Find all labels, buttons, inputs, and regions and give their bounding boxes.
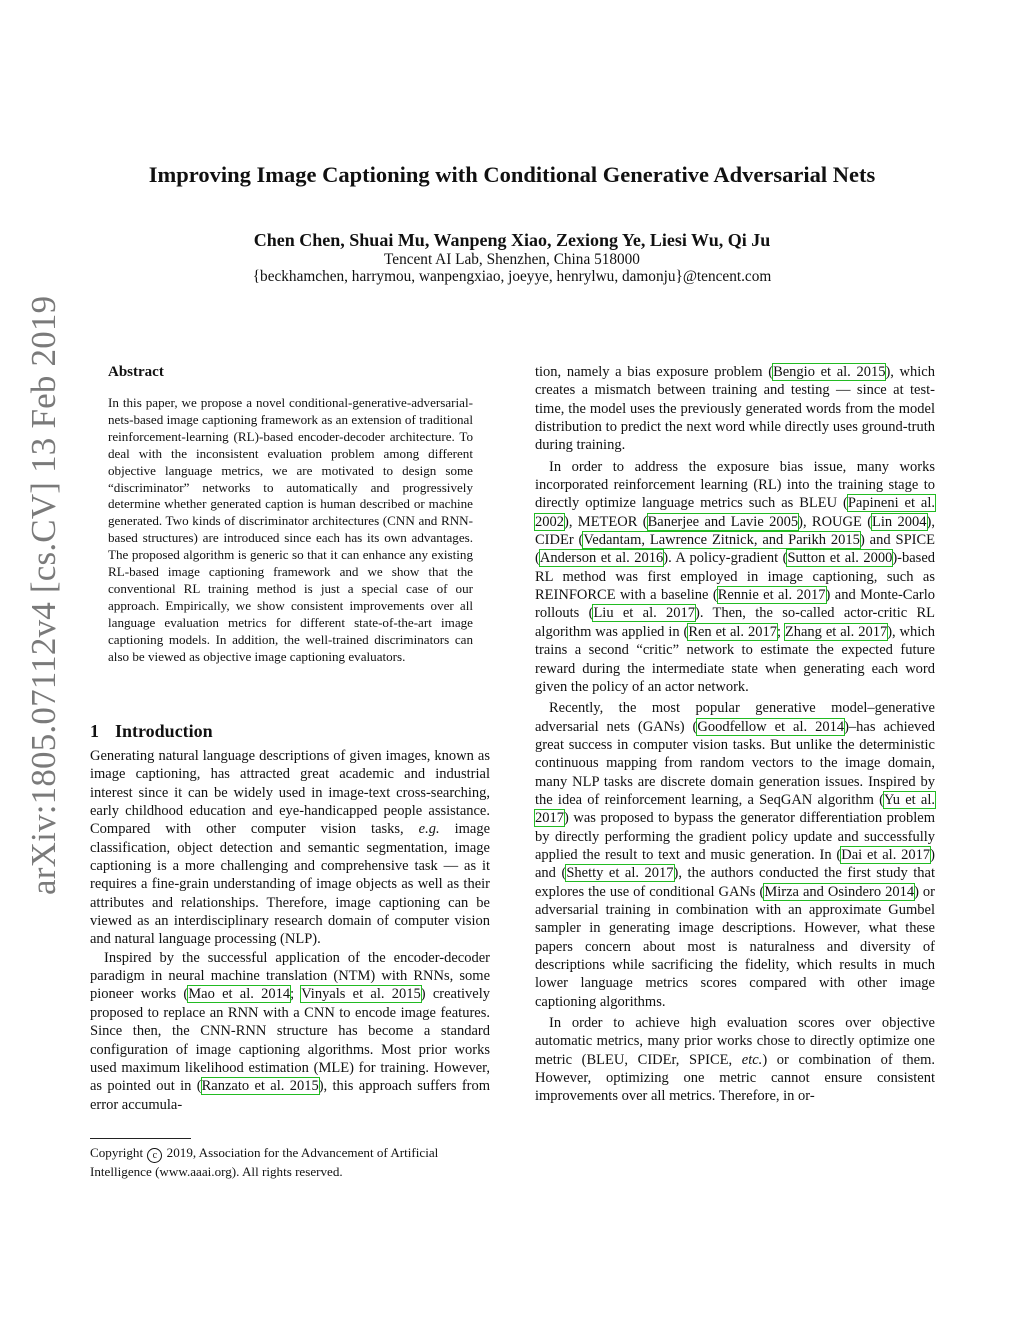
right-p2-text: ). A policy-gradient (: [663, 550, 788, 567]
citation-link[interactable]: Mao et al. 2014: [188, 986, 291, 1003]
right-p2-text: ), ROUGE (: [798, 513, 873, 530]
citation-link[interactable]: Sutton et al. 2000: [787, 550, 893, 567]
section-title: Introduction: [115, 721, 213, 741]
copyright-prefix: Copyright: [90, 1145, 144, 1160]
footnote-rule: [90, 1138, 191, 1139]
right-p3-text: ) or adversarial training in combination with an approximate Gumbel sampler in generating image descriptions. However, what these papers concern about most is naturalness and diversity of descriptions while sacrificing the fidelity, which results in much lower language metrics scores compared with other image captioning algorithms.: [535, 883, 935, 1010]
copyright-footnote: [90, 1144, 490, 1180]
right-p2-text: ) and Monte-Carlo rollouts (: [535, 587, 935, 622]
citation-link[interactable]: Vedantam, Lawrence Zitnick, and Parikh 2015: [583, 532, 860, 549]
right-p2-text: In order to address the exposure bias issue, many works incorporated reinforcement learning (RL) into the training stage to directly optimize language metrics such as BLEU (: [535, 458, 935, 512]
right-p4-text: In order to achieve high evaluation scores over objective automatic metrics, many prior works chose to directly optimize one metric (BLEU, CIDEr, SPICE,: [535, 1015, 935, 1068]
section-heading-introduction: [90, 718, 490, 744]
citation-link[interactable]: Zhang et al. 2017: [784, 623, 888, 640]
right-p3-text: ) was proposed to bypass the generator differentiation problem by directly performing the gradient policy update and successfully applied the result to text and music generation. In (: [535, 810, 935, 863]
right-paragraph-4: [535, 1014, 935, 1106]
right-paragraph-3: [535, 699, 935, 1011]
introduction-section: [90, 718, 490, 1114]
citation-link[interactable]: Anderson et al. 2016: [539, 550, 664, 567]
citation-link[interactable]: Lin 2004: [872, 513, 927, 530]
citation-separator: ;: [776, 623, 785, 640]
citation-link[interactable]: Dai et al. 2017: [841, 846, 931, 863]
intro-p1-text: Generating natural language descriptions of given images, known as image captioning, has attracted great academic and industrial interest since it can be widely used in image-text cross-searching, early childhood education and eye-handicapped people assistance. Compared with other computer vision tasks,: [90, 748, 490, 838]
right-p2-text: ), which trains a second “critic” network to estimate the expected future reward during the intermediate state when generating each word given the policy of an actor network.: [535, 623, 935, 695]
intro-paragraph-1: [90, 747, 490, 949]
citation-link[interactable]: Bengio et al. 2015: [773, 364, 886, 380]
right-paragraph-1: [535, 363, 935, 455]
right-p1-text-a: tion, namely a bias exposure problem (: [535, 364, 774, 380]
right-p3-text: Recently, the most popular generative model–generative adversarial nets (GANs) (: [535, 700, 935, 735]
abstract-text: In this paper, we propose a novel conditional-generative-adversarial-nets-based image captioning framework as an extension of traditional reinforcement-learning (RL)-based encoder-decoder architecture. To deal with the inconsistent evaluation problem among different objective language metrics, we are motivated to design some “discriminator” networks to automatically and progressively determine whether generated caption is human described or machine generated. Two kinds of discriminator architectures (CNN and RNN-based structures) are introduced since each has its own advantages. The proposed algorithm is generic so that it can enhance any existing RL-based image captioning framework and we show that the conventional RL training method is just a special case of our approach. Empirically, we show consistent improvements over all language evaluation metrics for different state-of-the-art image captioning models. In addition, the well-trained discriminators can also be viewed as objective image captioning evaluators.: [108, 395, 473, 664]
right-p2-text: ) and SPICE (: [535, 532, 935, 567]
citation-link[interactable]: Mirza and Osindero 2014: [764, 883, 915, 900]
right-paragraph-2: [535, 458, 935, 696]
citation-link[interactable]: Banerjee and Lavie 2005: [647, 513, 799, 530]
right-p1-text-b: ), which creates a mismatch between training and testing — since at test-time, the model uses the previously generated words from the model distribution to predict the next word while directly uses ground-truth during training.: [535, 364, 935, 454]
author-emails: {beckhamchen, harrymou, wanpengxiao, joeyye, henrylwu, damonju}@tencent.com: [252, 268, 772, 285]
citation-link[interactable]: Rennie et al. 2017: [717, 587, 826, 604]
citation-link[interactable]: Liu et al. 2017: [593, 605, 696, 622]
citation-separator: ;: [290, 986, 302, 1003]
intro-p1-eg: e.g.: [418, 821, 440, 838]
intro-p2-text-c: ), this approach suffers from error accumula-: [90, 1078, 491, 1113]
citation-link[interactable]: Vinyals et al. 2015: [301, 986, 421, 1003]
right-p3-text: ) and (: [535, 846, 935, 882]
right-p2-text: ). Then, the so-called actor-critic RL algorithm was applied in (: [535, 605, 935, 640]
intro-p1-text-b: image classification, object detection and semantic segmentation, image captioning is a more challenging and comprehensive task — as it requires a fine-grain understanding of image objects as well as their attributes and relationships. Therefore, image captioning can be viewed as an interdisciplinary research domain of computer vision and natural language processing (NLP).: [90, 821, 491, 948]
intro-p2-text-a: Inspired by the successful application of the encoder-decoder paradigm in neural machine translation (NTM) with RNNs, some pioneer works (: [90, 949, 490, 1003]
citation-link[interactable]: Goodfellow et al. 2014: [697, 718, 845, 735]
intro-paragraph-2: [90, 949, 490, 1114]
citation-link[interactable]: Ranzato et al. 2015: [201, 1078, 319, 1095]
right-p4-etc: etc.: [741, 1051, 763, 1068]
right-p3-text: ), the authors conducted the first study that explores the use of conditional GANs (: [535, 865, 935, 900]
copyright-icon: c: [147, 1148, 162, 1163]
citation-link[interactable]: Yu et al. 2017: [535, 791, 935, 827]
copyright-text: 2019, Association for the Advancement of Artificial Intelligence (www.aaai.org). All rights reserved.: [90, 1145, 439, 1179]
right-p2-text: ), CIDEr (: [535, 513, 936, 549]
intro-p2-text-b: ) creatively proposed to replace an RNN with a CNN to encode image features. Since then, the CNN-RNN structure has become a standard configuration of image captioning algorithms. Most prior works used maximum likelihood estimation (MLE) for training. However, as pointed out in (: [90, 986, 490, 1095]
author-list: Chen Chen, Shuai Mu, Wanpeng Xiao, Zexiong Ye, Liesi Wu, Qi Ju: [253, 230, 771, 250]
right-column: [535, 363, 935, 1106]
citation-link[interactable]: Ren et al. 2017: [688, 623, 777, 640]
right-p2-text: )-based RL method was first employed in image captioning, such as REINFORCE with a baseline (: [535, 550, 936, 604]
citation-link[interactable]: Shetty et al. 2017: [566, 865, 674, 882]
citation-link[interactable]: Papineni et al. 2002: [535, 495, 936, 530]
right-p3-text: )–has achieved great success in computer vision tasks. But unlike the deterministic continuous mapping from random vectors to the image domain, many NLP tasks are discrete domain generation issues. Inspired by the idea of reinforcement learning, a SeqGAN algorithm (: [535, 718, 935, 808]
paper-title: Improving Image Captioning with Conditional Generative Adversarial Nets: [148, 162, 876, 187]
right-p2-text: ), METEOR (: [564, 513, 648, 530]
arxiv-identifier: arXiv:1805.07112v4 [cs.CV] 13 Feb 2019: [24, 295, 63, 895]
section-number: 1: [90, 721, 99, 741]
affiliation: Tencent AI Lab, Shenzhen, China 518000: [384, 251, 640, 268]
abstract-heading: Abstract: [108, 364, 164, 380]
abstract-section: [108, 362, 473, 666]
right-p4-text: ) or combination of them. However, optimizing one metric cannot ensure consistent improvements over all metrics. Therefore, in or-: [535, 1051, 936, 1105]
